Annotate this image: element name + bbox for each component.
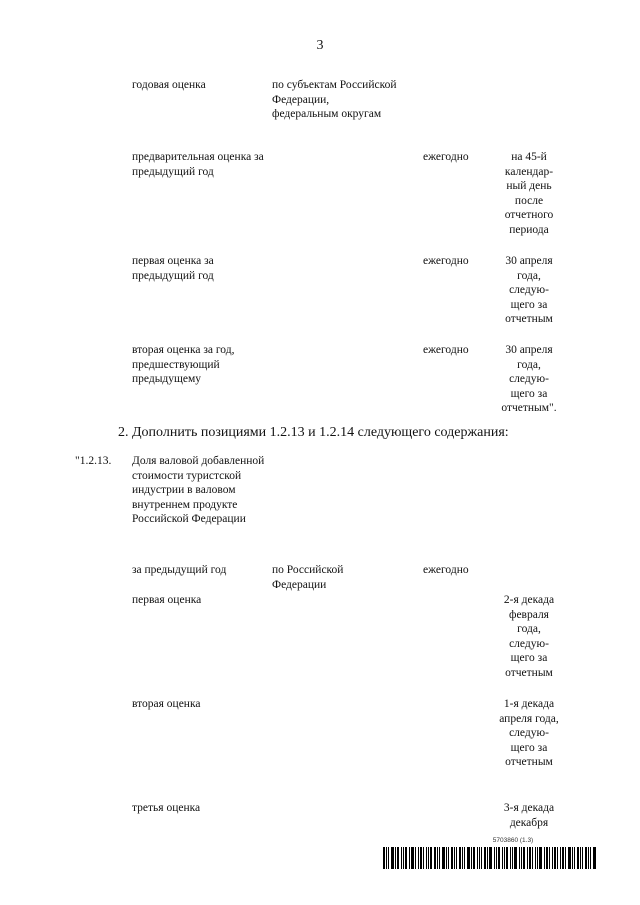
barcode-bar [557,847,558,869]
barcode-number: 5703860 (1.3) [492,837,534,844]
barcode-bar [502,847,503,869]
barcode-bar [580,847,581,869]
row6-deadline: 2-я декада февраля года, следую-щего за отчетным [503,594,555,679]
barcode-bar [442,847,445,869]
row7-indicator: вторая оценка [132,698,201,710]
barcode-bar [537,847,538,869]
row4-indicator: вторая оценка за год, предшествующий предыдущему [132,344,235,385]
barcode-bar [434,847,436,869]
barcode-bar [593,847,596,869]
barcode-bar [386,847,387,869]
barcode-bar [514,847,517,869]
barcode-bar [590,847,591,869]
barcode-bar [391,847,394,869]
row3-deadline: 30 апреля года, следую-щего за отчетным [505,255,553,325]
barcode-bar [535,847,536,869]
barcode-bar [546,847,548,869]
barcode-bar [479,847,480,869]
barcode-bar [539,847,542,869]
position-code: "1.2.13. [75,455,112,467]
row1-level: по субъектам Российской Федерации, федеральным округам [272,79,397,120]
row5-level: по Российской Федерации [272,564,344,591]
barcode-bar [446,847,447,869]
barcode-icon [383,847,603,869]
barcode-bar [426,847,427,869]
barcode-bar [401,847,402,869]
barcode-bar [582,847,583,869]
barcode-bar [552,847,553,869]
barcode-bar [484,847,486,869]
barcode-bar [477,847,478,869]
barcode-bar [588,847,589,869]
barcode-bar [577,847,579,869]
barcode-bar [512,847,513,869]
barcode-bar [574,847,575,869]
page-number: 3 [316,38,324,53]
barcode-bar [464,847,465,869]
barcode-bar [487,847,488,869]
barcode-bar [532,847,533,869]
barcode-bar [467,847,470,869]
barcode-bar [498,847,500,869]
barcode-bar [549,847,550,869]
row3-indicator: первая оценка за предыдущий год [132,255,214,282]
row2-periodicity: ежегодно [423,151,469,163]
barcode-bar [544,847,545,869]
barcode-bar [562,847,564,869]
barcode-bar [585,847,587,869]
position-title: Доля валовой добавленной стоимости туристской индустрии в валовом внутреннем продукте Российской Федерации [132,455,265,525]
barcode-bar [383,847,385,869]
barcode-bar [504,847,505,869]
row2-deadline: на 45-й календар-ный день после отчетного периода [504,151,554,236]
barcode-bar [403,847,404,869]
barcode-bar [437,847,438,869]
barcode-bar [388,847,389,869]
barcode-bar [428,847,429,869]
barcode-block [383,837,603,869]
barcode-bar [454,847,455,869]
barcode-bar [494,847,495,869]
barcode-bar [430,847,432,869]
barcode-bar [415,847,416,869]
row2-indicator: предварительная оценка за предыдущий год [132,151,264,178]
barcode-bar [565,847,566,869]
barcode-bar [489,847,492,869]
row5-indicator: за предыдущий год [132,564,227,576]
barcode-bar [496,847,497,869]
row1-indicator: годовая оценка [132,79,206,91]
barcode-bar [418,847,419,869]
row4-periodicity: ежегодно [423,344,469,356]
barcode-bar [411,847,414,869]
barcode-bar [560,847,561,869]
barcode-bar [397,847,399,869]
barcode-bar [462,847,463,869]
barcode-bar [456,847,457,869]
barcode-bar [448,847,449,869]
barcode-bar [395,847,396,869]
barcode-bar [481,847,482,869]
barcode-bar [554,847,556,869]
barcode-bar [572,847,573,869]
barcode-bar [405,847,407,869]
barcode-bar [473,847,475,869]
row8-deadline: 3-я декада декабря [503,802,555,829]
row7-deadline: 1-я декада апреля года, следую-щего за отчетным [499,698,559,768]
row5-periodicity: ежегодно [423,564,469,576]
barcode-bar [451,847,453,869]
barcode-bar [523,847,525,869]
row3-periodicity: ежегодно [423,255,469,267]
barcode-bar [420,847,422,869]
barcode-bar [459,847,461,869]
row8-indicator: третья оценка [132,802,201,814]
barcode-bar [471,847,472,869]
barcode-bar [506,847,508,869]
barcode-bar [529,847,531,869]
barcode-bar [521,847,522,869]
barcode-bar [568,847,571,869]
barcode-bar [527,847,528,869]
amendment-text: 2. Дополнить позициями 1.2.13 и 1.2.14 следующего содержания: [118,425,509,440]
row6-indicator: первая оценка [132,594,202,606]
row4-deadline: 30 апреля года, следую-щего за отчетным". [501,344,557,414]
barcode-bar [439,847,440,869]
barcode-bar [510,847,511,869]
barcode-bar [423,847,424,869]
barcode-bar [409,847,410,869]
barcode-bar [519,847,520,869]
